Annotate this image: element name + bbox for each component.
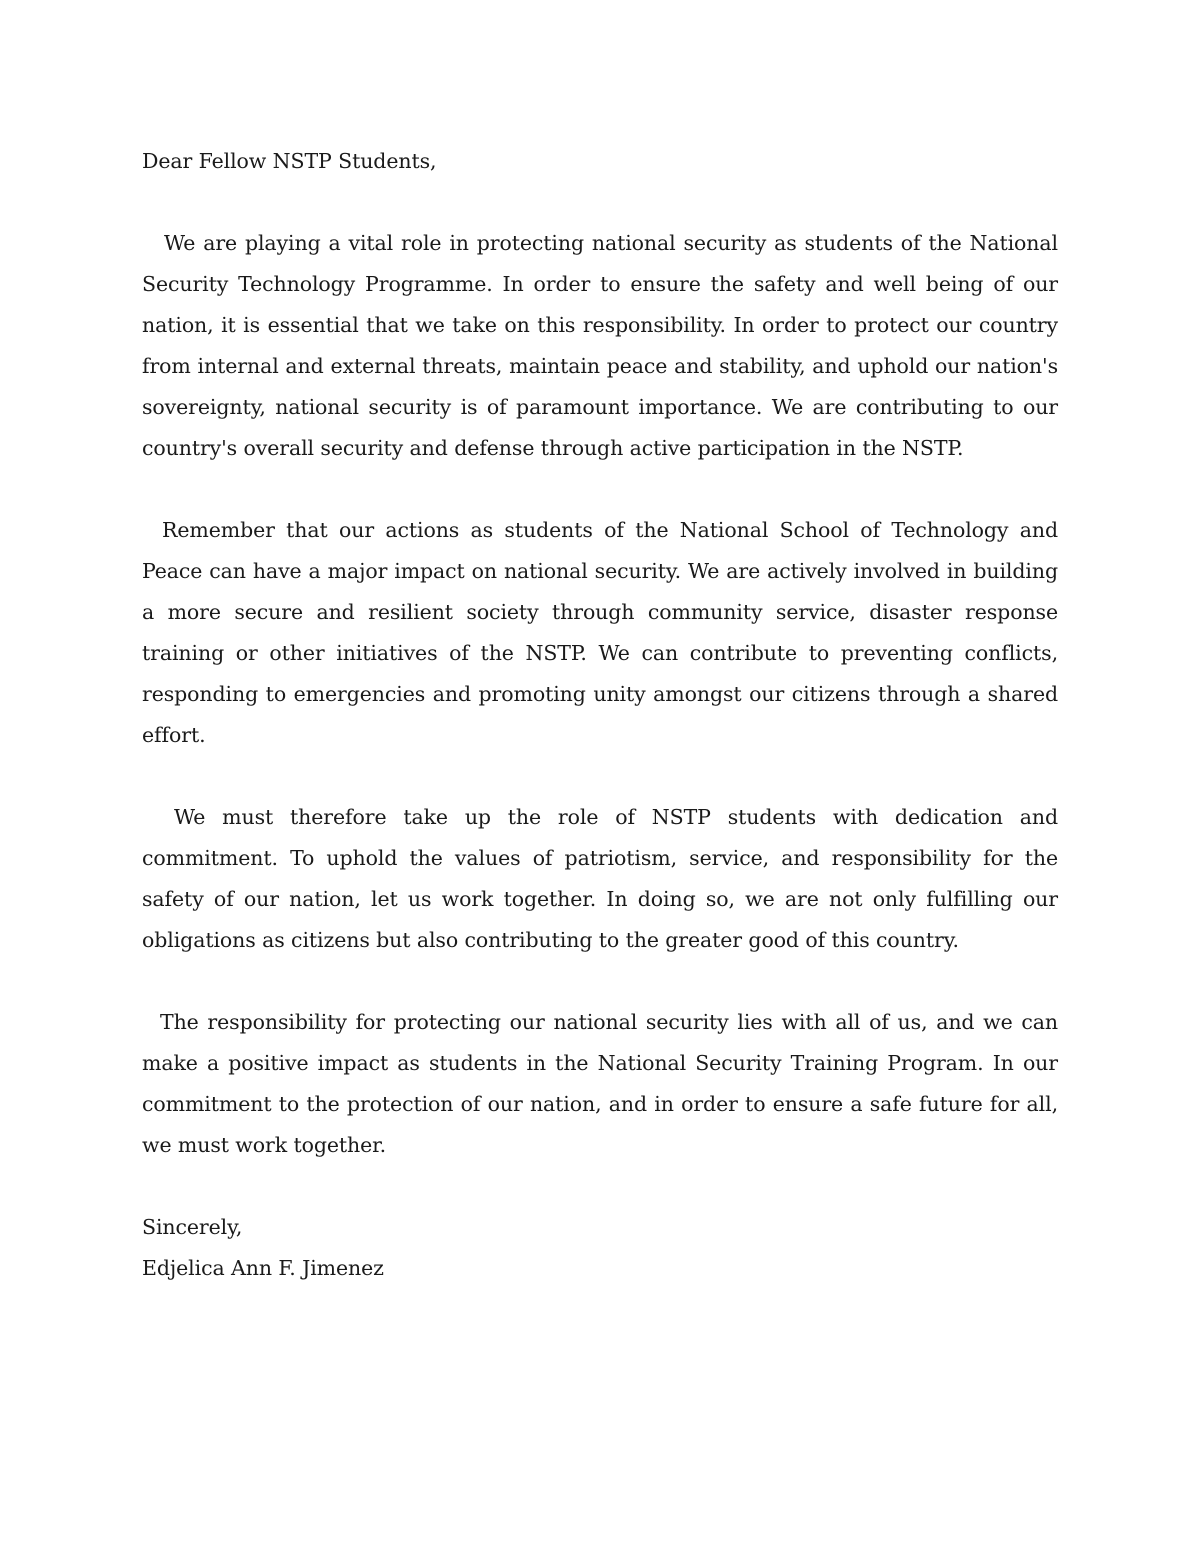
letter-body xyxy=(142,141,1058,1289)
paragraph-3: We must therefore take up the role of NSTP students with dedication and commitment. To uphold the values of patriotism, service, and responsibility for the safety of our nation, let us work together. In doing so, we are not only fulfilling our obligations as citizens but also contributing to the greater good of this country. xyxy=(142,805,1058,952)
spacer xyxy=(142,961,1058,1002)
signature-name: Edjelica Ann F. Jimenez xyxy=(142,1256,384,1280)
salutation: Dear Fellow NSTP Students, xyxy=(142,149,437,173)
paragraph-2: Remember that our actions as students of the National School of Technology and Peace can have a major impact on national security. We are actively involved in building a more secure and resilient society through community service, disaster response training or other initiatives of the NSTP. We can contribute to preventing conflicts, responding to emergencies and promoting unity amongst our citizens through a shared effort. xyxy=(142,518,1058,747)
closing: Sincerely, xyxy=(142,1215,243,1239)
paragraph-4: The responsibility for protecting our national security lies with all of us, and we can make a positive impact as students in the National Security Training Program. In our commitment to the protection of our nation, and in order to ensure a safe future for all, we must work together. xyxy=(142,1010,1058,1157)
spacer xyxy=(142,469,1058,510)
spacer xyxy=(142,1166,1058,1207)
paragraph-1: We are playing a vital role in protecting national security as students of the National Security Technology Programme. In order to ensure the safety and well being of our nation, it is essential that we take on this responsibility. In order to protect our country from internal and external threats, maintain peace and stability, and uphold our nation's sovereignty, national security is of paramount importance. We are contributing to our country's overall security and defense through active participation in the NSTP. xyxy=(142,231,1058,460)
spacer xyxy=(142,182,1058,223)
spacer xyxy=(142,756,1058,797)
